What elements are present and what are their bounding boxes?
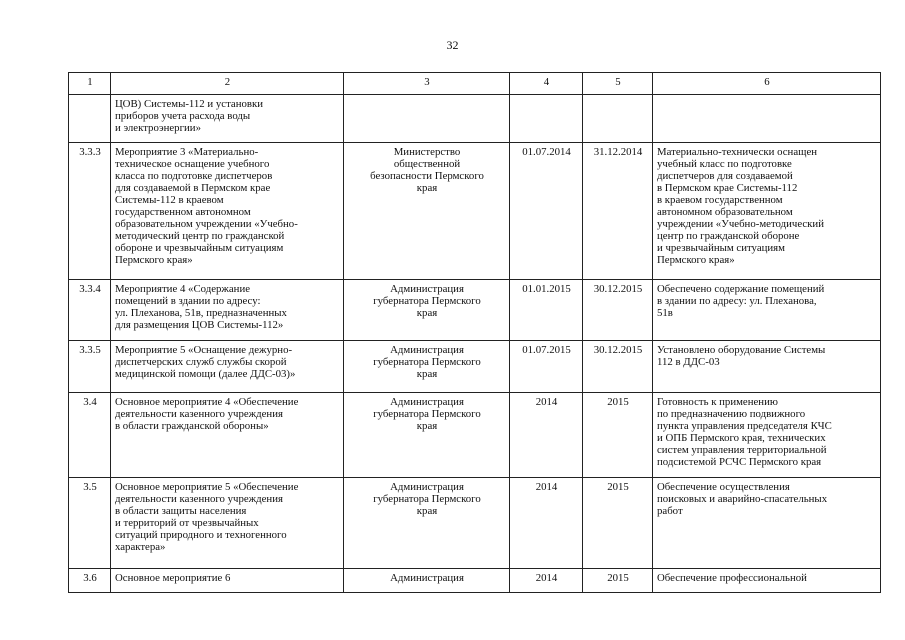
table-row [69,143,881,280]
start-date: 2014 [510,569,583,593]
row-number: 3.3.3 [69,143,111,280]
event-name: Основное мероприятие 4 «Обеспечение деятельности казенного учреждения в области гражданской обороны» [111,393,344,478]
header-col-5: 5 [583,73,653,95]
expected-result [653,95,881,143]
header-col-4: 4 [510,73,583,95]
table-row [69,478,881,569]
header-row [69,73,881,95]
expected-result: Установлено оборудование Системы 112 в ДДС-03 [653,341,881,393]
start-date: 01.01.2015 [510,280,583,341]
expected-result: Готовность к применению по предназначению подвижного пункта управления председателя КЧС и ОПБ Пермского края, технических систем управления территориальной подсистемой РСЧС Пермского края [653,393,881,478]
executor: Министерство общественной безопасности Пермского края [344,143,510,280]
event-name: ЦОВ) Системы-112 и установки приборов учета расхода воды и электроэнергии» [111,95,344,143]
row-number [69,95,111,143]
start-date: 2014 [510,393,583,478]
end-date: 2015 [583,393,653,478]
table-row [69,569,881,593]
table-row [69,393,881,478]
header-col-2: 2 [111,73,344,95]
end-date: 2015 [583,569,653,593]
header-col-6: 6 [653,73,881,95]
executor [344,95,510,143]
end-date: 30.12.2015 [583,341,653,393]
event-name: Основное мероприятие 6 [111,569,344,593]
executor: Администрация губернатора Пермского края [344,280,510,341]
start-date [510,95,583,143]
expected-result: Обеспечение профессиональной [653,569,881,593]
executor: Администрация губернатора Пермского края [344,341,510,393]
event-name: Основное мероприятие 5 «Обеспечение деятельности казенного учреждения в области защиты населения и территорий от чрезвычайных ситуаций природного и техногенного характера» [111,478,344,569]
table-row [69,280,881,341]
expected-result: Обеспечение осуществления поисковых и аварийно-спасательных работ [653,478,881,569]
row-number: 3.3.5 [69,341,111,393]
row-number: 3.3.4 [69,280,111,341]
event-name: Мероприятие 3 «Материально- техническое оснащение учебного класса по подготовке диспетчеров для создаваемой в Пермском крае Системы-112 в краевом государственном автономном образовательном учреждении «Учебно- методический центр по гражданской обороне и чрезвычайным ситуациям Пермского края» [111,143,344,280]
end-date: 2015 [583,478,653,569]
executor: Администрация [344,569,510,593]
page-number: 32 [446,38,459,52]
start-date: 01.07.2015 [510,341,583,393]
table-row [69,95,881,143]
header-col-1: 1 [69,73,111,95]
row-number: 3.4 [69,393,111,478]
start-date: 2014 [510,478,583,569]
end-date: 30.12.2015 [583,280,653,341]
event-name: Мероприятие 5 «Оснащение дежурно- диспетчерских служб службы скорой медицинской помощи (далее ДДС-03)» [111,341,344,393]
end-date: 31.12.2014 [583,143,653,280]
expected-result: Обеспечено содержание помещений в здании по адресу: ул. Плеханова, 51в [653,280,881,341]
executor: Администрация губернатора Пермского края [344,393,510,478]
executor: Администрация губернатора Пермского края [344,478,510,569]
table-row [69,341,881,393]
event-name: Мероприятие 4 «Содержание помещений в здании по адресу: ул. Плеханова, 51в, предназначенных для размещения ЦОВ Системы-112» [111,280,344,341]
row-number: 3.6 [69,569,111,593]
end-date [583,95,653,143]
row-number: 3.5 [69,478,111,569]
start-date: 01.07.2014 [510,143,583,280]
expected-result: Материально-технически оснащен учебный класс по подготовке диспетчеров для создаваемой в Пермском крае Системы-112 в краевом государственном автономном образовательном учреждении «Учебно-методический центр по гражданской обороне и чрезвычайным ситуациям Пермского края» [653,143,881,280]
measures-table [68,72,881,593]
header-col-3: 3 [344,73,510,95]
